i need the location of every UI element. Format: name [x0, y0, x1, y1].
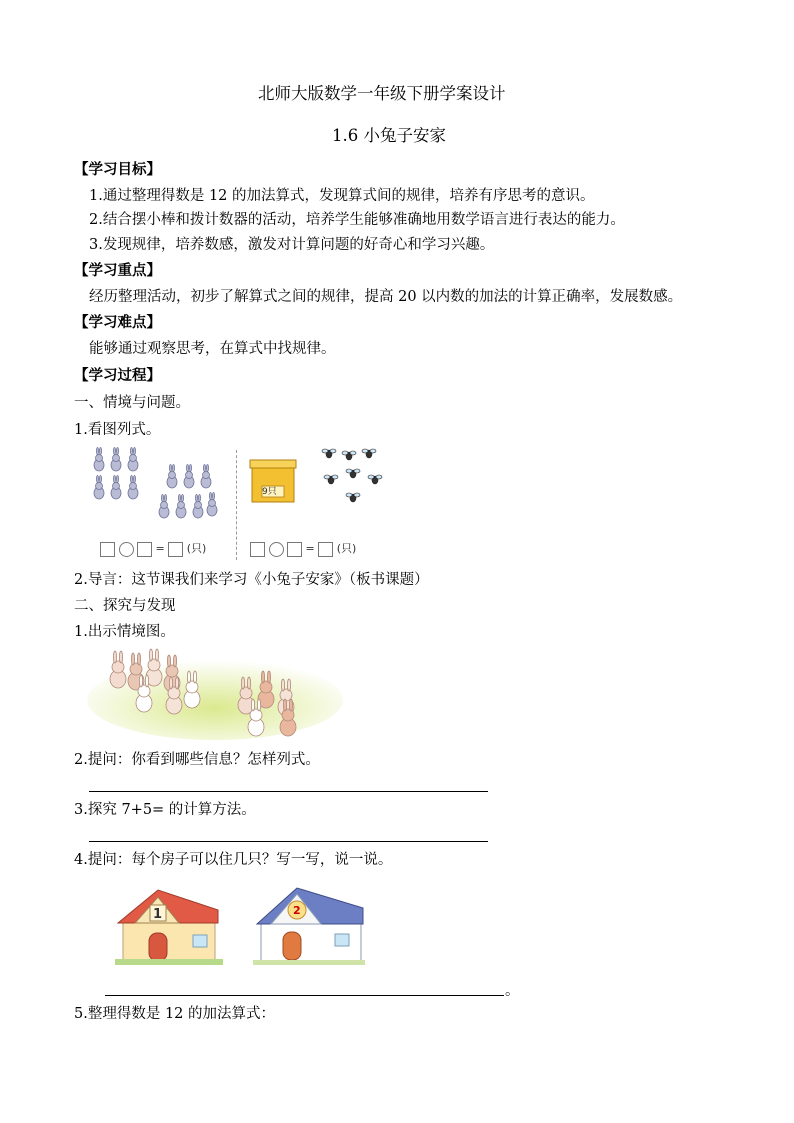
item-introduction: 2.导言：这节课我们来学习《小兔子安家》（板书课题）	[74, 572, 429, 588]
answer-box[interactable]	[168, 542, 183, 557]
key-points-text: 经历整理活动，初步了解算式之间的规律，提高 20 以内数的加法的计算正确率，发展数感。	[89, 289, 683, 305]
answer-box[interactable]	[100, 542, 115, 557]
item-question-info: 2.提问：你看到哪些信息？怎样列式。	[74, 752, 320, 768]
answer-line-1[interactable]	[89, 791, 488, 792]
answer-box[interactable]	[250, 542, 265, 557]
rabbits-scene-illustration	[88, 645, 343, 740]
objective-3: 3.发现规律，培养数感，激发对计算问题的好奇心和学习兴趣。	[89, 237, 495, 253]
formula-blank-2	[250, 541, 356, 557]
equals-sign: =	[305, 542, 315, 555]
process-heading: 【学习过程】	[74, 367, 161, 384]
house-1-illustration	[113, 885, 223, 965]
answer-line-2[interactable]	[89, 841, 488, 842]
item-show-scene: 1.出示情境图。	[74, 624, 175, 640]
operator-circle[interactable]	[119, 542, 134, 557]
objectives-heading: 【学习目标】	[74, 161, 161, 178]
objective-2: 2.结合摆小棒和拨计数器的活动，培养学生能够准确地用数学语言进行表达的能力。	[89, 212, 625, 228]
rabbits-illustration	[88, 448, 223, 530]
objective-1: 1.通过整理得数是 12 的加法算式，发现算式间的规律，培养有序思考的意识。	[89, 188, 595, 204]
house-2-number: 2	[293, 904, 301, 917]
box-label: 9只	[262, 487, 277, 497]
document-title: 北师大版数学一年级下册学案设计	[258, 84, 506, 103]
difficulties-text: 能够通过观察思考，在算式中找规律。	[89, 341, 336, 357]
lesson-title: 1.6 小兔子安家	[332, 126, 446, 145]
formula-blank-1	[100, 541, 206, 557]
key-points-heading: 【学习重点】	[74, 262, 161, 279]
unit-label: (只)	[186, 542, 207, 555]
answer-line-3[interactable]	[105, 995, 504, 996]
item-look-and-write: 1.看图列式。	[74, 422, 161, 438]
section-1-heading: 一、情境与问题。	[74, 395, 190, 411]
house-2-illustration	[253, 880, 368, 965]
bees-illustration	[323, 448, 388, 508]
house-1-number: 1	[153, 907, 163, 922]
unit-label: (只)	[336, 542, 357, 555]
answer-box[interactable]	[137, 542, 152, 557]
item-explore-method: 3.探究 7+5= 的计算方法。	[74, 802, 256, 818]
illustration-divider	[236, 450, 237, 560]
answer-box[interactable]	[318, 542, 333, 557]
difficulties-heading: 【学习难点】	[74, 314, 161, 331]
operator-circle[interactable]	[269, 542, 284, 557]
item-organize-formulas: 5.整理得数是 12 的加法算式：	[74, 1006, 276, 1022]
equals-sign: =	[155, 542, 165, 555]
section-2-heading: 二、探究与发现	[74, 598, 176, 614]
answer-box[interactable]	[287, 542, 302, 557]
sentence-period: 。	[505, 983, 520, 999]
item-question-houses: 4.提问：每个房子可以住几只？写一写，说一说。	[74, 852, 393, 868]
